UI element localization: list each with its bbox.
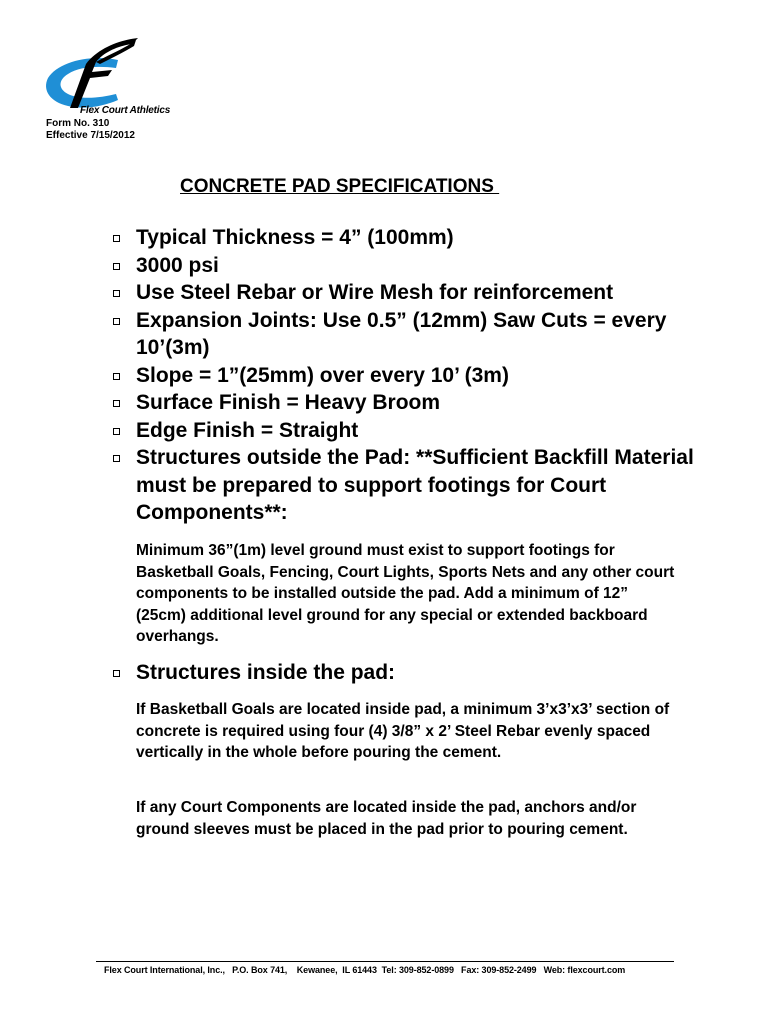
spec-text: Structures outside the Pad: **Sufficient Backfill Material must be prepared to support footings for Court Components**: [136, 446, 694, 524]
spec-item-structures-outside [110, 444, 710, 527]
spec-item-thickness [110, 224, 710, 252]
form-info [46, 118, 135, 142]
spec-item-reinforcement [110, 279, 710, 307]
inside-note-basketball: If Basketball Goals are located inside pad, a minimum 3’x3’x3’ section of concrete is required using four (4) 3/8” x 2’ Steel Rebar evenly spaced vertically in the whole before pouring the cement. [136, 701, 670, 761]
inside-heading [110, 659, 395, 686]
spec-text: Slope = 1”(25mm) over every 10’ (3m) [136, 363, 509, 387]
spec-item-expansion-joints [110, 307, 710, 362]
spec-item-edge-finish [110, 417, 710, 445]
footer-divider [96, 961, 674, 962]
spec-text: Surface Finish = Heavy Broom [136, 391, 441, 414]
square-bullet-icon [113, 290, 120, 297]
page-title: CONCRETE PAD SPECIFICATIONS [180, 176, 500, 197]
effective-date: Effective 7/15/2012 [46, 130, 135, 141]
inside-note-components: If any Court Components are located inside the pad, anchors and/or ground sleeves must be placed in the pad prior to pouring cement. [136, 799, 637, 838]
square-bullet-icon [113, 400, 120, 407]
outside-note: Minimum 36”(1m) level ground must exist to support footings for Basketball Goals, Fencing, Court Lights, Sports Nets and any other court components to be installed outside the pad. Add a minimum of 12” (25cm) additional level ground for any special or extended backboard overhangs. [136, 542, 675, 645]
inside-heading-text: Structures inside the pad: [136, 661, 396, 684]
brand-name: Flex Court Athletics [80, 105, 171, 116]
square-bullet-icon [113, 373, 120, 380]
spec-text: Typical Thickness = 4” (100mm) [136, 226, 454, 249]
square-bullet-icon [113, 235, 120, 242]
spec-text: Edge Finish = Straight [136, 418, 359, 442]
spec-item-psi [110, 252, 710, 280]
square-bullet-icon [113, 455, 120, 462]
footer-contact: Flex Court International, Inc., P.O. Box 741, Kewanee, IL 61443 Tel: 309-852-0899 Fax: 309-852-2499 Web: flexcourt.com [104, 965, 626, 975]
square-bullet-icon [113, 318, 120, 325]
spec-item-surface-finish [110, 389, 710, 417]
spec-list [110, 224, 710, 527]
spec-text: Use Steel Rebar or Wire Mesh for reinforcement [136, 281, 614, 304]
spec-text: 3000 psi [136, 253, 219, 277]
spec-item-slope [110, 362, 710, 390]
square-bullet-icon [113, 263, 120, 270]
spec-text: Expansion Joints: Use 0.5” (12mm) Saw Cuts = every 10’(3m) [136, 308, 667, 359]
square-bullet-icon [113, 670, 120, 677]
square-bullet-icon [113, 428, 120, 435]
form-number: Form No. 310 [46, 118, 110, 129]
